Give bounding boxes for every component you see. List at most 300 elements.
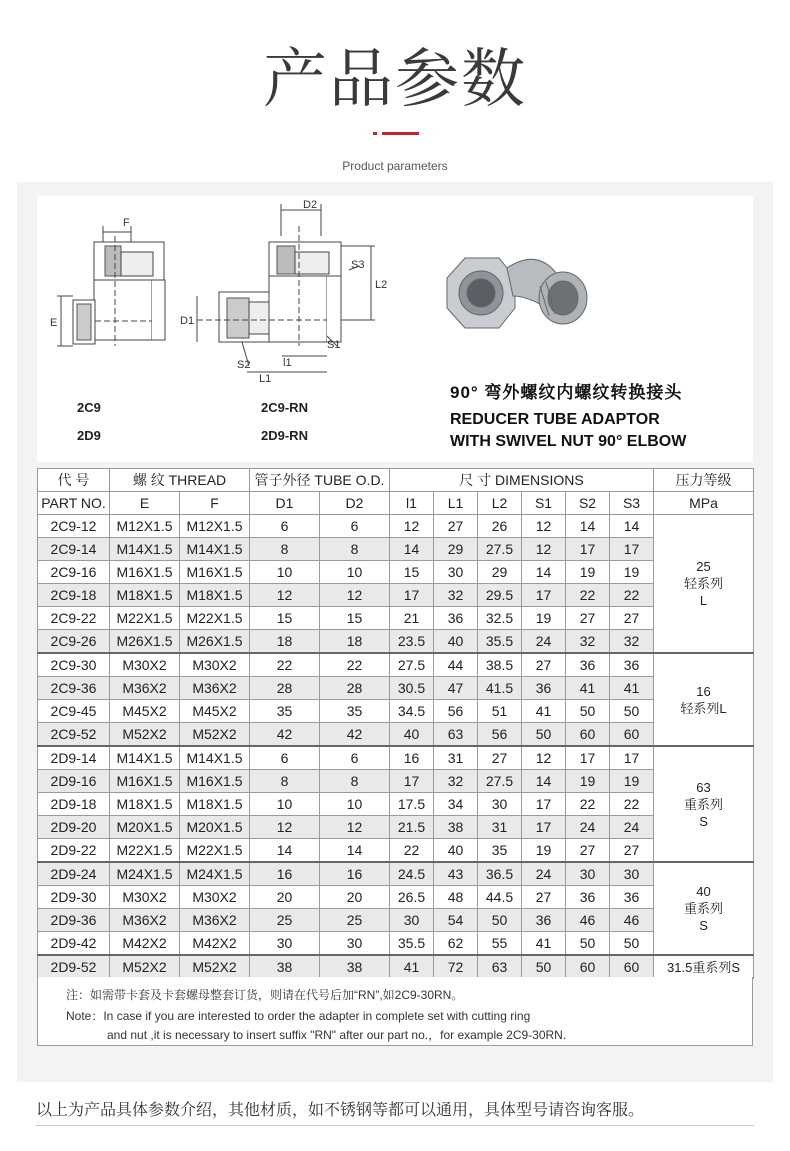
- pressure-series: 轻系列: [684, 576, 724, 591]
- table-cell: 40: [390, 723, 434, 747]
- part-number-cell: 2C9-36: [38, 677, 110, 700]
- table-cell: 34.5: [390, 700, 434, 723]
- table-cell: 15: [250, 607, 320, 630]
- accent-bar: [382, 132, 419, 135]
- table-cell: 32: [434, 770, 478, 793]
- table-cell: 24: [522, 630, 566, 654]
- table-cell: 41: [522, 700, 566, 723]
- table-cell: 14: [522, 770, 566, 793]
- table-cell: M22X1.5: [180, 607, 250, 630]
- table-row: [38, 723, 754, 747]
- spec-table-body: [38, 515, 754, 979]
- table-cell: 6: [320, 746, 390, 770]
- table-cell: M24X1.5: [110, 862, 180, 886]
- table-row: [38, 909, 754, 932]
- table-cell: 19: [566, 770, 610, 793]
- part-number-cell: 2D9-16: [38, 770, 110, 793]
- table-cell: 50: [566, 700, 610, 723]
- fitting-drawing-left: [57, 226, 165, 346]
- table-cell: 36: [610, 886, 654, 909]
- table-cell: 17: [390, 584, 434, 607]
- note-box: [37, 977, 753, 1046]
- table-cell: 20: [250, 886, 320, 909]
- table-row: [38, 886, 754, 909]
- table-cell: 17: [522, 793, 566, 816]
- dim-label-d1: D1: [180, 315, 195, 327]
- accent-dot: [373, 132, 377, 135]
- page-title: 产品参数: [263, 43, 527, 117]
- table-cell: M36X2: [180, 909, 250, 932]
- header-pressure: 压力等级: [654, 469, 754, 492]
- table-cell: M20X1.5: [180, 816, 250, 839]
- table-row: [38, 793, 754, 816]
- header-part-no: PART NO.: [38, 492, 110, 515]
- table-cell: 25: [320, 909, 390, 932]
- table-cell: 15: [320, 607, 390, 630]
- table-cell: 42: [320, 723, 390, 747]
- table-cell: 6: [250, 746, 320, 770]
- table-cell: 50: [610, 700, 654, 723]
- table-cell: 51: [478, 700, 522, 723]
- table-cell: 29: [478, 561, 522, 584]
- table-row: [38, 584, 754, 607]
- dim-label-e: E: [50, 317, 58, 329]
- table-cell: 30: [250, 932, 320, 956]
- product-title: [450, 378, 686, 453]
- table-cell: 50: [610, 932, 654, 956]
- pressure-series: 重系列: [684, 901, 724, 916]
- table-row: [38, 630, 754, 654]
- part-number-cell: 2D9-36: [38, 909, 110, 932]
- table-cell: M52X2: [180, 723, 250, 747]
- table-cell: 16: [250, 862, 320, 886]
- table-row: [38, 839, 754, 863]
- table-cell: 41: [390, 955, 434, 979]
- header-col-l1-small: l1: [390, 492, 434, 515]
- part-number-cell: 2D9-22: [38, 839, 110, 863]
- table-cell: 22: [566, 584, 610, 607]
- table-cell: 12: [522, 538, 566, 561]
- table-cell: 44.5: [478, 886, 522, 909]
- table-cell: M22X1.5: [180, 839, 250, 863]
- table-row: [38, 700, 754, 723]
- product-title-en-1: REDUCER TUBE ADAPTOR: [450, 411, 660, 428]
- table-cell: 27: [522, 653, 566, 677]
- table-header-row-1: [38, 469, 754, 492]
- table-cell: 72: [434, 955, 478, 979]
- table-cell: 12: [320, 584, 390, 607]
- table-cell: 48: [434, 886, 478, 909]
- table-cell: 31: [478, 816, 522, 839]
- part-number-cell: 2C9-26: [38, 630, 110, 654]
- part-label-2d9-rn: 2D9-RN: [261, 428, 308, 443]
- part-number-cell: 2C9-12: [38, 515, 110, 538]
- table-cell: 19: [610, 561, 654, 584]
- table-row: [38, 515, 754, 538]
- header-thread: 螺 纹 THREAD: [110, 469, 250, 492]
- header-col-s3: S3: [610, 492, 654, 515]
- table-cell: 27.5: [478, 770, 522, 793]
- table-cell: 40: [434, 839, 478, 863]
- table-cell: 22: [250, 653, 320, 677]
- part-label-2d9: 2D9: [77, 428, 101, 443]
- table-cell: 10: [320, 793, 390, 816]
- header-col-s2: S2: [566, 492, 610, 515]
- table-cell: 28: [250, 677, 320, 700]
- table-cell: M20X1.5: [110, 816, 180, 839]
- table-cell: 20: [320, 886, 390, 909]
- table-cell: 34: [434, 793, 478, 816]
- table-cell: 24.5: [390, 862, 434, 886]
- part-number-cell: 2D9-30: [38, 886, 110, 909]
- table-cell: M18X1.5: [110, 793, 180, 816]
- table-cell: 17: [522, 816, 566, 839]
- part-label-2c9-rn: 2C9-RN: [261, 400, 308, 415]
- table-cell: 35.5: [390, 932, 434, 956]
- table-cell: M12X1.5: [180, 515, 250, 538]
- table-cell: 32: [434, 584, 478, 607]
- pressure-code: L: [699, 593, 708, 608]
- part-number-cell: 2C9-45: [38, 700, 110, 723]
- table-cell: M16X1.5: [110, 561, 180, 584]
- pressure-code: S: [699, 813, 708, 829]
- table-cell: 30: [390, 909, 434, 932]
- table-cell: 62: [434, 932, 478, 956]
- table-cell: 38: [434, 816, 478, 839]
- product-title-en-2: WITH SWIVEL NUT 90° ELBOW: [450, 433, 687, 450]
- table-cell: M22X1.5: [110, 839, 180, 863]
- table-cell: 29.5: [478, 584, 522, 607]
- part-number-cell: 2C9-30: [38, 653, 110, 677]
- header-col-e: E: [110, 492, 180, 515]
- table-cell: 27.5: [390, 653, 434, 677]
- table-cell: 30: [478, 793, 522, 816]
- dim-label-l1-large: L1: [259, 373, 272, 385]
- header-dimensions: 尺 寸 DIMENSIONS: [390, 469, 654, 492]
- table-cell: M16X1.5: [110, 770, 180, 793]
- table-cell: 32: [610, 630, 654, 654]
- table-cell: M42X2: [180, 932, 250, 956]
- table-cell: M52X2: [110, 723, 180, 747]
- header-tube-od: 管子外径 TUBE O.D.: [250, 469, 390, 492]
- table-cell: 30: [320, 932, 390, 956]
- table-cell: 50: [522, 955, 566, 979]
- pressure-value: 31.5重系列S: [667, 959, 741, 975]
- table-cell: 35: [478, 839, 522, 863]
- table-cell: 42: [250, 723, 320, 747]
- table-cell: 60: [610, 723, 654, 747]
- table-cell: 26.5: [390, 886, 434, 909]
- table-cell: 22: [610, 584, 654, 607]
- table-cell: 24: [522, 862, 566, 886]
- part-number-cell: 2D9-42: [38, 932, 110, 956]
- table-cell: 41: [610, 677, 654, 700]
- header-col-f: F: [180, 492, 250, 515]
- table-cell: M18X1.5: [110, 584, 180, 607]
- table-cell: 17: [566, 746, 610, 770]
- table-cell: 35: [250, 700, 320, 723]
- part-number-cell: 2D9-20: [38, 816, 110, 839]
- table-cell: 41.5: [478, 677, 522, 700]
- table-cell: 63: [434, 723, 478, 747]
- pressure-value: 40: [696, 884, 711, 899]
- pressure-value: 25: [696, 559, 711, 574]
- table-cell: M36X2: [180, 677, 250, 700]
- table-cell: 18: [320, 630, 390, 654]
- table-cell: 22: [610, 793, 654, 816]
- table-cell: 14: [610, 515, 654, 538]
- table-cell: 26: [478, 515, 522, 538]
- table-cell: 44: [434, 653, 478, 677]
- table-cell: 15: [390, 561, 434, 584]
- table-cell: 14: [390, 538, 434, 561]
- table-cell: 27: [566, 839, 610, 863]
- table-cell: 10: [250, 793, 320, 816]
- header-mpa: MPa: [654, 492, 754, 515]
- table-cell: 50: [522, 723, 566, 747]
- table-cell: 25: [250, 909, 320, 932]
- table-row: [38, 561, 754, 584]
- header-code: 代 号: [38, 469, 110, 492]
- product-photo: [447, 258, 587, 328]
- table-cell: 19: [610, 770, 654, 793]
- table-cell: 46: [566, 909, 610, 932]
- table-cell: M18X1.5: [180, 584, 250, 607]
- table-cell: 19: [566, 561, 610, 584]
- page-subtitle: Product parameters: [342, 159, 448, 173]
- table-row: [38, 538, 754, 561]
- pressure-class-cell: [654, 515, 754, 654]
- table-row: [38, 653, 754, 677]
- table-cell: 56: [478, 723, 522, 747]
- table-cell: M30X2: [180, 653, 250, 677]
- table-cell: 31: [434, 746, 478, 770]
- table-cell: 8: [320, 538, 390, 561]
- part-number-cell: 2C9-52: [38, 723, 110, 747]
- note-line-cn: 注：如需带卡套及卡套螺母整套订货，则请在代号后加“RN”,如2C9-30RN。: [66, 988, 464, 1002]
- dim-label-s2: S2: [237, 359, 251, 371]
- table-cell: M52X2: [180, 955, 250, 979]
- table-cell: 6: [250, 515, 320, 538]
- table-cell: 60: [566, 955, 610, 979]
- table-cell: M52X2: [110, 955, 180, 979]
- dim-label-s1: S1: [327, 339, 341, 351]
- table-cell: 8: [250, 770, 320, 793]
- table-cell: 36: [522, 909, 566, 932]
- table-cell: 38: [320, 955, 390, 979]
- table-row: [38, 955, 754, 979]
- title-accent-line: [373, 132, 419, 135]
- table-cell: 17: [390, 770, 434, 793]
- table-cell: 30.5: [390, 677, 434, 700]
- table-cell: 6: [320, 515, 390, 538]
- table-cell: 27: [478, 746, 522, 770]
- table-row: [38, 816, 754, 839]
- table-cell: M30X2: [180, 886, 250, 909]
- table-cell: 22: [320, 653, 390, 677]
- part-number-cell: 2D9-14: [38, 746, 110, 770]
- table-cell: 8: [250, 538, 320, 561]
- pressure-class-cell: [654, 746, 754, 862]
- table-cell: 14: [320, 839, 390, 863]
- table-cell: M45X2: [110, 700, 180, 723]
- fitting-drawing-middle: [197, 204, 375, 372]
- table-cell: 32: [566, 630, 610, 654]
- table-cell: 36: [610, 653, 654, 677]
- spec-table: [37, 468, 754, 979]
- table-cell: M14X1.5: [180, 538, 250, 561]
- header-col-d2: D2: [320, 492, 390, 515]
- dim-label-d2: D2: [303, 199, 318, 211]
- table-cell: M26X1.5: [110, 630, 180, 654]
- table-cell: M45X2: [180, 700, 250, 723]
- table-cell: 17: [522, 584, 566, 607]
- table-cell: 12: [522, 746, 566, 770]
- table-row: [38, 862, 754, 886]
- table-cell: 22: [566, 793, 610, 816]
- table-cell: 19: [522, 607, 566, 630]
- table-cell: 17: [610, 538, 654, 561]
- table-cell: 12: [390, 515, 434, 538]
- table-row: [38, 607, 754, 630]
- header-col-l1: L1: [434, 492, 478, 515]
- footer-divider: [36, 1125, 754, 1126]
- pressure-class-cell: [654, 653, 754, 746]
- pressure-value: 63: [696, 779, 711, 795]
- part-number-cell: 2C9-14: [38, 538, 110, 561]
- table-cell: 27: [566, 607, 610, 630]
- footer-text: 以上为产品具体参数介绍，其他材质，如不锈钢等都可以通用，具体型号请咨询客服。: [36, 1100, 645, 1119]
- table-cell: 16: [390, 746, 434, 770]
- table-cell: M14X1.5: [180, 746, 250, 770]
- table-cell: 41: [522, 932, 566, 956]
- table-cell: 12: [250, 584, 320, 607]
- part-label-2c9: 2C9: [77, 400, 101, 415]
- pressure-value: 16: [696, 683, 711, 699]
- table-cell: 14: [522, 561, 566, 584]
- table-cell: 36: [566, 653, 610, 677]
- table-cell: 41: [566, 677, 610, 700]
- part-number-cell: 2D9-24: [38, 862, 110, 886]
- table-cell: 55: [478, 932, 522, 956]
- table-cell: 32.5: [478, 607, 522, 630]
- table-cell: M16X1.5: [180, 770, 250, 793]
- table-cell: 29: [434, 538, 478, 561]
- header-col-s1: S1: [522, 492, 566, 515]
- part-number-cell: 2C9-18: [38, 584, 110, 607]
- note-line-en-1: Note：In case if you are interested to order the adapter in complete set with cutting ring: [66, 1009, 531, 1023]
- table-cell: M42X2: [110, 932, 180, 956]
- table-cell: 50: [566, 932, 610, 956]
- table-cell: 28: [320, 677, 390, 700]
- table-row: [38, 746, 754, 770]
- table-cell: 36: [566, 886, 610, 909]
- table-cell: M26X1.5: [180, 630, 250, 654]
- table-cell: 54: [434, 909, 478, 932]
- table-row: [38, 770, 754, 793]
- table-cell: 17: [610, 746, 654, 770]
- table-cell: M24X1.5: [180, 862, 250, 886]
- table-cell: M18X1.5: [180, 793, 250, 816]
- table-row: [38, 932, 754, 956]
- table-cell: 8: [320, 770, 390, 793]
- table-cell: 36: [434, 607, 478, 630]
- table-cell: 27.5: [478, 538, 522, 561]
- table-cell: 27: [522, 886, 566, 909]
- table-cell: 36: [522, 677, 566, 700]
- table-header-row-2: [38, 492, 754, 515]
- table-cell: 60: [610, 955, 654, 979]
- table-cell: M36X2: [110, 677, 180, 700]
- table-cell: 27: [610, 839, 654, 863]
- table-cell: 18: [250, 630, 320, 654]
- table-cell: 12: [320, 816, 390, 839]
- table-cell: 16: [320, 862, 390, 886]
- part-number-cell: 2C9-16: [38, 561, 110, 584]
- dim-label-s3: S3: [351, 259, 365, 271]
- pressure-code: S: [699, 918, 708, 933]
- header-col-l2: L2: [478, 492, 522, 515]
- table-cell: 21: [390, 607, 434, 630]
- table-cell: 63: [478, 955, 522, 979]
- table-cell: 50: [478, 909, 522, 932]
- header-col-d1: D1: [250, 492, 320, 515]
- table-cell: 43: [434, 862, 478, 886]
- table-cell: 46: [610, 909, 654, 932]
- table-cell: 21.5: [390, 816, 434, 839]
- dim-label-f: F: [123, 217, 130, 229]
- dim-label-l2: L2: [375, 279, 388, 291]
- table-cell: 27: [610, 607, 654, 630]
- table-cell: M30X2: [110, 653, 180, 677]
- part-number-cell: 2D9-18: [38, 793, 110, 816]
- table-cell: 24: [566, 816, 610, 839]
- table-cell: 10: [320, 561, 390, 584]
- table-cell: 14: [566, 515, 610, 538]
- table-cell: M14X1.5: [110, 538, 180, 561]
- table-cell: 38.5: [478, 653, 522, 677]
- table-cell: 22: [390, 839, 434, 863]
- part-number-cell: 2D9-52: [38, 955, 110, 979]
- table-cell: 40: [434, 630, 478, 654]
- table-cell: 19: [522, 839, 566, 863]
- pressure-series: 轻系列L: [680, 700, 727, 716]
- table-row: [38, 677, 754, 700]
- table-cell: M22X1.5: [110, 607, 180, 630]
- dim-label-l1-small: l1: [283, 357, 292, 369]
- table-cell: 47: [434, 677, 478, 700]
- table-cell: 10: [250, 561, 320, 584]
- table-cell: 35: [320, 700, 390, 723]
- pressure-class-cell: [654, 955, 754, 979]
- note-line-en-2: and nut ,it is necessary to insert suffix "RN" after our part no.，for example 2C9-30RN.: [107, 1028, 567, 1042]
- table-cell: 27: [434, 515, 478, 538]
- table-cell: 14: [250, 839, 320, 863]
- table-cell: 60: [566, 723, 610, 747]
- table-cell: 12: [522, 515, 566, 538]
- table-cell: 30: [610, 862, 654, 886]
- part-number-cell: 2C9-22: [38, 607, 110, 630]
- table-cell: M16X1.5: [180, 561, 250, 584]
- table-cell: 56: [434, 700, 478, 723]
- pressure-class-cell: [654, 862, 754, 955]
- table-cell: 30: [566, 862, 610, 886]
- table-cell: M36X2: [110, 909, 180, 932]
- table-cell: 23.5: [390, 630, 434, 654]
- table-cell: 30: [434, 561, 478, 584]
- table-cell: M14X1.5: [110, 746, 180, 770]
- table-cell: 38: [250, 955, 320, 979]
